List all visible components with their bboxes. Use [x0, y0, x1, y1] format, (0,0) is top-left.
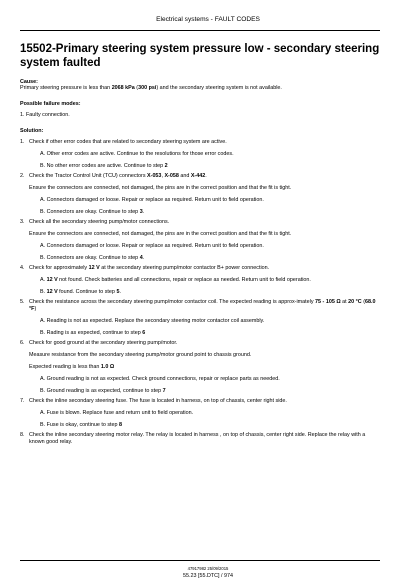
- step-4-option-a: A. 12 V not found. Check batteries and all connections, repair or replace as needed. Return unit to field operation.: [40, 277, 311, 283]
- step-4-option-b: B. 12 V found. Continue to step 5.: [40, 289, 121, 295]
- page-title: 15502-Primary steering system pressure low - secondary steering system faulted: [20, 43, 380, 69]
- step-7-option-b: B. Fuse is okay, continue to step 8: [40, 422, 123, 428]
- step-1-option-a: A. Other error codes are active. Continue to the resolutions for those error codes.: [40, 151, 234, 157]
- step-2-option-b: B. Connectors are okay. Continue to step 3.: [40, 209, 145, 215]
- step-5-option-a: A. Reading is not as expected. Replace the secondary steering motor contactor coil assembly.: [40, 318, 265, 324]
- main-content: [20, 34, 380, 446]
- step-3: 3. Check all the secondary steering pump/motor connections.: [20, 219, 170, 225]
- step-2-note: Ensure the connectors are connected, not damaged, the pins are in the correct position and that the fit is tight.: [29, 185, 292, 191]
- step-6-note: Measure resistance from the secondary steering pump/motor ground point to chassis ground.: [29, 352, 252, 358]
- step-3-option-a: A. Connectors damaged or loose. Repair or replace as required. Return unit to field operation.: [40, 243, 264, 249]
- step-5-option-b: B. Rading is as expected, continue to step 6: [40, 330, 146, 336]
- step-7-option-a: A. Fuse is blown. Replace fuse and return unit to field operation.: [40, 410, 194, 416]
- cause-heading: Cause:: [20, 79, 38, 85]
- step-7: 7. Check the inline secondary steering fuse. The fuse is located in harness, on top of chassis, center right side.: [20, 398, 287, 404]
- failure-mode-item: 1. Faulty connection.: [20, 112, 70, 118]
- cause-text: Primary steering pressure is less than 2068 kPa (300 psi) and the secondary steering system is not available.: [20, 85, 282, 91]
- step-2-option-a: A. Connectors damaged or loose. Repair or replace as required. Return unit to field operation.: [40, 197, 264, 203]
- step-3-option-b: B. Connectors are okay. Continue to step 4.: [40, 255, 145, 261]
- step-2: 2. Check the Tractor Control Unit (TCU) connectors X-053, X-058 and X-442.: [20, 173, 207, 179]
- footer-rule: [20, 560, 380, 561]
- solution-heading: Solution:: [20, 128, 44, 134]
- step-6-option-a: A. Ground reading is not as expected. Check ground connections, repair or replace parts as needed.: [40, 376, 280, 382]
- footer-reference: 47917982 25/09/2015: [187, 566, 229, 571]
- failure-modes-heading: Possible failure modes:: [20, 101, 81, 107]
- step-6-expected: Expected reading is less than 1.0 Ω: [29, 364, 115, 370]
- step-5: 5. Check the resistance across the secondary steering pump/motor contactor coil. The expected reading is approx-imately 75 - 105 Ω at 20 °C (68.0 °F): [20, 299, 376, 312]
- step-8: 8. Check the inline secondary steering motor relay. The relay is located in harness , on top of chassis, center right side. Replace the relay with a known good relay.: [20, 432, 366, 445]
- running-header: Electrical systems - FAULT CODES: [156, 16, 260, 23]
- step-1-option-b: B. No other error codes are active. Continue to step 2: [40, 163, 168, 169]
- step-1: 1. Check if other error codes that are related to secondary steering system are active.: [20, 139, 227, 145]
- footer-page-number: 55.23 [55.DTC] / 974: [182, 573, 234, 579]
- step-4: 4. Check for approximately 12 V at the secondary steering pump/motor contactor B+ power connection.: [20, 265, 270, 271]
- step-6: 6. Check for good ground at the secondary steering pump/motor.: [20, 340, 178, 346]
- header-rule: [20, 30, 380, 31]
- step-3-note: Ensure the connectors are connected, not damaged, the pins are in the correct position and that the fit is tight.: [29, 231, 292, 237]
- step-6-option-b: B. Ground reading is as expected, continue to step 7: [40, 388, 166, 394]
